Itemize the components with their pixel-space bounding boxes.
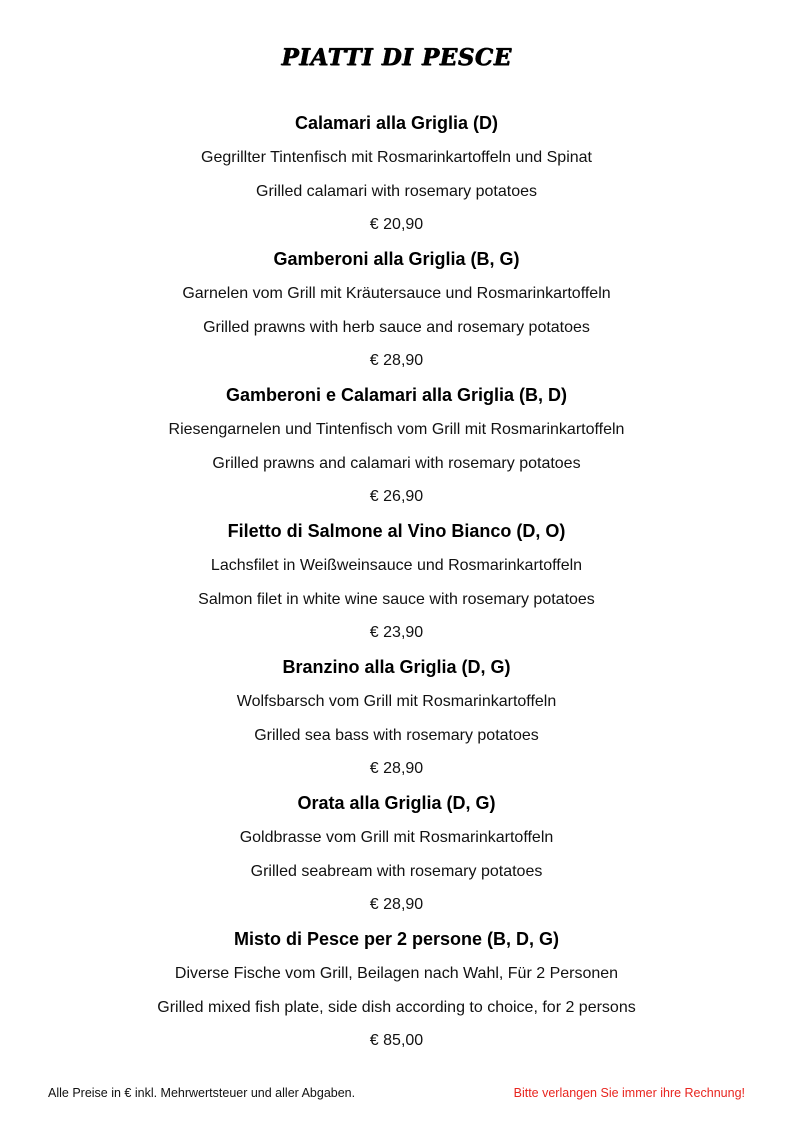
dish-name: Misto di Pesce per 2 persone (B, D, G)	[233, 929, 560, 949]
dish-description-english: Grilled sea bass with rosemary potatoes	[254, 726, 539, 744]
dish-item	[0, 650, 793, 786]
dish-item	[0, 786, 793, 922]
dish-description-german: Gegrillter Tintenfisch mit Rosmarinkartoffeln und Spinat	[201, 149, 592, 166]
dish-name: Calamari alla Griglia (D)	[294, 113, 499, 133]
dish-price: € 23,90	[369, 624, 424, 641]
dish-description-english: Grilled calamari with rosemary potatoes	[256, 182, 537, 200]
dish-price: € 26,90	[369, 488, 424, 505]
dish-price: € 20,90	[369, 216, 424, 233]
dish-list	[0, 106, 793, 1058]
dish-description-english: Grilled prawns and calamari with rosemary potatoes	[212, 454, 581, 472]
dish-price: € 28,90	[369, 352, 424, 369]
page-title: PIATTI DI PESCE	[281, 44, 512, 71]
dish-name: Gamberoni alla Griglia (B, G)	[273, 249, 520, 269]
dish-name: Orata alla Griglia (D, G)	[297, 793, 496, 813]
dish-description-german: Diverse Fische vom Grill, Beilagen nach Wahl, Für 2 Personen	[174, 965, 619, 982]
dish-price: € 28,90	[369, 896, 424, 913]
dish-description-english: Grilled seabream with rosemary potatoes	[250, 862, 543, 880]
dish-item	[0, 242, 793, 378]
dish-description-english: Salmon filet in white wine sauce with rosemary potatoes	[198, 590, 595, 608]
dish-name: Filetto di Salmone al Vino Bianco (D, O)	[227, 521, 566, 541]
dish-description-german: Garnelen vom Grill mit Kräutersauce und Rosmarinkartoffeln	[182, 285, 611, 302]
dish-description-german: Goldbrasse vom Grill mit Rosmarinkartoffeln	[239, 829, 554, 846]
dish-description-german: Wolfsbarsch vom Grill mit Rosmarinkartoffeln	[236, 693, 557, 710]
footer	[0, 1086, 793, 1106]
dish-description-english: Grilled mixed fish plate, side dish according to choice, for 2 persons	[157, 998, 636, 1016]
dish-item	[0, 378, 793, 514]
dish-item	[0, 922, 793, 1058]
footer-tax-note: Alle Preise in € inkl. Mehrwertsteuer und aller Abgaben.	[48, 1086, 356, 1100]
dish-name: Gamberoni e Calamari alla Griglia (B, D)	[225, 385, 568, 405]
dish-description-german: Lachsfilet in Weißweinsauce und Rosmarinkartoffeln	[210, 557, 583, 574]
dish-item	[0, 514, 793, 650]
dish-description-english: Grilled prawns with herb sauce and rosemary potatoes	[203, 318, 590, 336]
dish-price: € 85,00	[369, 1032, 424, 1049]
dish-price: € 28,90	[369, 760, 424, 777]
dish-name: Branzino alla Griglia (D, G)	[282, 657, 511, 677]
dish-item	[0, 106, 793, 242]
footer-receipt-note: Bitte verlangen Sie immer ihre Rechnung!	[513, 1086, 745, 1100]
dish-description-german: Riesengarnelen und Tintenfisch vom Grill mit Rosmarinkartoffeln	[168, 421, 625, 438]
